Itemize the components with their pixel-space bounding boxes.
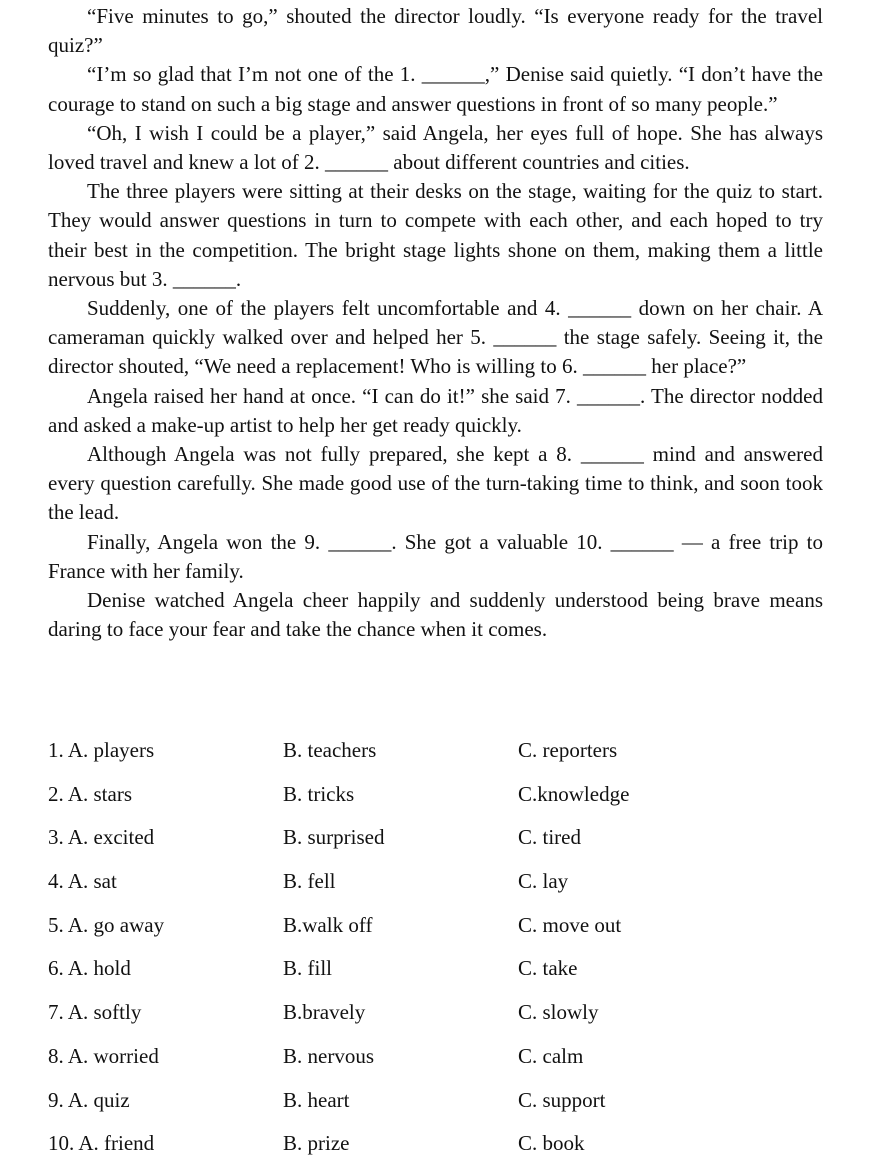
question-options-row xyxy=(48,1088,838,1132)
question-options-row xyxy=(48,1044,838,1088)
option-c: C. book xyxy=(518,1131,585,1156)
passage-text: the stage safely. Seeing it, the director shouted, “We need a replacement! Who is willing to 6. xyxy=(48,325,824,379)
passage-text: about different countries and cities. xyxy=(388,150,690,175)
passage-text: Although Angela was not fully prepared, she kept a 8. xyxy=(87,442,581,467)
option-b: B. fill xyxy=(283,956,333,981)
option-b: B. tricks xyxy=(283,781,355,806)
passage-paragraph xyxy=(48,294,823,382)
passage-text: Angela raised her hand at once. “I can do it!” she said 7. xyxy=(87,383,577,408)
option-b: B. fell xyxy=(283,869,336,894)
option-c: C. move out xyxy=(518,912,622,937)
question-options-row xyxy=(48,956,838,1000)
passage-text: . She got a valuable 10. xyxy=(391,529,611,554)
passage-paragraph xyxy=(48,119,823,177)
passage-paragraph xyxy=(48,586,823,644)
option-c: C.knowledge xyxy=(518,781,630,806)
passage-text: The three players were sitting at their desks on the stage, waiting for the quiz to start. They would answer questions in turn to compete with each other, and each hoped to try their best in the competition. The bright stage lights shone on them, making them a little nervous but 3. xyxy=(48,179,823,291)
answer-blank: ______ xyxy=(580,442,644,467)
answer-blank: ______ xyxy=(577,383,640,408)
option-a: 4. A. sat xyxy=(48,869,117,894)
answer-options xyxy=(48,738,838,1175)
passage-text: “Five minutes to go,” shouted the director loudly. “Is everyone ready for the travel quiz?” xyxy=(48,4,823,58)
option-a: 2. A. stars xyxy=(48,781,132,806)
answer-blank: ______ xyxy=(610,529,674,554)
option-c: C. take xyxy=(518,956,578,981)
option-c: C. calm xyxy=(518,1043,584,1068)
option-b: B.bravely xyxy=(283,1000,366,1025)
cloze-passage xyxy=(48,2,823,644)
passage-text: . The director nodded and asked a make-up artist to help her get ready quickly. xyxy=(48,383,823,437)
option-a: 3. A. excited xyxy=(48,825,155,850)
passage-paragraph xyxy=(48,440,823,528)
answer-blank: ______ xyxy=(421,62,485,87)
answer-blank: ______ xyxy=(325,150,388,175)
passage-text: “I’m so glad that I’m not one of the 1. xyxy=(87,62,422,87)
option-a: 10. A. friend xyxy=(48,1131,155,1156)
option-a: 1. A. players xyxy=(48,738,155,762)
question-options-row xyxy=(48,825,838,869)
question-options-row xyxy=(48,869,838,913)
question-options-row xyxy=(48,738,838,782)
passage-paragraph xyxy=(48,382,823,440)
option-c: C. support xyxy=(518,1087,606,1112)
option-a: 7. A. softly xyxy=(48,1000,142,1025)
option-a: 6. A. hold xyxy=(48,956,131,981)
answer-blank: ______ xyxy=(568,296,632,321)
question-options-row xyxy=(48,913,838,957)
option-b: B. nervous xyxy=(283,1043,374,1068)
answer-blank: ______ xyxy=(583,354,646,379)
passage-text: Denise watched Angela cheer happily and suddenly understood being brave means daring to face your fear and take the chance when it comes. xyxy=(48,588,823,642)
option-a: 8. A. worried xyxy=(48,1043,159,1068)
question-options-row xyxy=(48,782,838,826)
passage-paragraph xyxy=(48,528,823,586)
passage-text: Finally, Angela won the 9. xyxy=(87,529,329,554)
answer-blank: ______ xyxy=(493,325,557,350)
question-options-row xyxy=(48,1000,838,1044)
passage-paragraph xyxy=(48,2,823,60)
passage-text: down on her chair. A cameraman quickly walked over and helped her 5. xyxy=(48,296,824,350)
option-b: B.walk off xyxy=(283,912,373,937)
passage-text: “Oh, I wish I could be a player,” said Angela, her eyes full of hope. She has always loved travel and knew a lot of 2. xyxy=(48,120,823,175)
passage-text: ,” Denise said quietly. “I don’t have the courage to stand on such a big stage and answer questions in front of so many people.” xyxy=(48,62,823,116)
answer-blank: ______ xyxy=(328,529,392,554)
passage-text: — a free trip to France with her family. xyxy=(48,529,823,583)
option-c: C. tired xyxy=(518,825,581,850)
option-c: C. slowly xyxy=(518,1000,599,1025)
passage-text: her place?” xyxy=(646,354,747,379)
option-c: C. lay xyxy=(518,869,569,894)
option-b: B. surprised xyxy=(283,825,385,850)
passage-text: mind and answered every question carefully. She made good use of the turn-taking time to think, and soon took the lead. xyxy=(48,442,823,525)
passage-text: . xyxy=(235,266,242,291)
option-a: 9. A. quiz xyxy=(48,1087,130,1112)
option-c: C. reporters xyxy=(518,738,618,762)
option-a: 5. A. go away xyxy=(48,912,165,937)
passage-text: Suddenly, one of the players felt uncomfortable and 4. xyxy=(87,296,569,321)
option-b: B. prize xyxy=(283,1131,350,1156)
option-b: B. teachers xyxy=(283,738,377,762)
option-b: B. heart xyxy=(283,1087,350,1112)
passage-paragraph xyxy=(48,177,823,294)
answer-blank: ______ xyxy=(172,266,236,291)
passage-paragraph xyxy=(48,60,823,118)
question-options-row xyxy=(48,1131,838,1175)
